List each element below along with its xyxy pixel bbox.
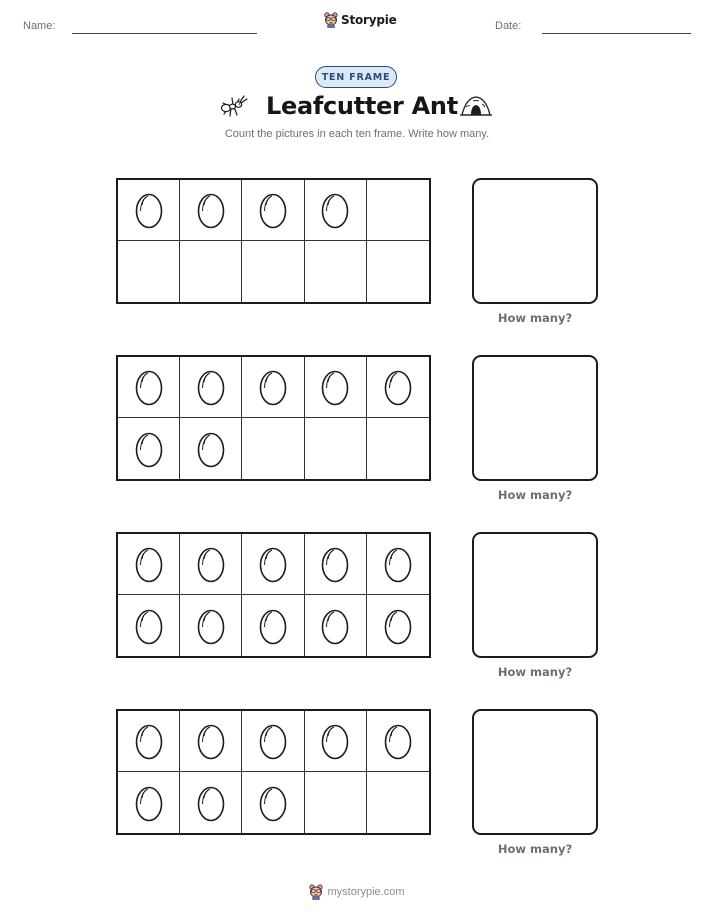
egg-icon — [258, 784, 288, 822]
egg-icon — [134, 607, 164, 645]
ten-frame-cell — [242, 241, 304, 302]
egg-icon — [258, 191, 288, 229]
egg-icon — [196, 191, 226, 229]
ten-frame — [116, 532, 431, 658]
ten-frame-cell — [118, 180, 180, 241]
brand-logo — [324, 12, 397, 28]
name-line — [72, 33, 257, 34]
ten-frame-cell — [180, 772, 242, 833]
ten-frame-cell — [367, 772, 429, 833]
egg-icon — [196, 784, 226, 822]
date-line — [542, 33, 691, 34]
egg-icon — [320, 722, 350, 760]
egg-icon — [383, 722, 413, 760]
page-title: Leafcutter Ant — [266, 92, 458, 120]
egg-icon — [320, 545, 350, 583]
egg-icon — [320, 607, 350, 645]
how-many-label: How many? — [497, 488, 573, 502]
ten-frame-cell — [180, 711, 242, 772]
ten-frame-cell — [242, 180, 304, 241]
egg-icon — [134, 784, 164, 822]
ten-frame-cell — [367, 711, 429, 772]
ten-frame — [116, 355, 431, 481]
egg-icon — [320, 191, 350, 229]
name-label: Name: — [23, 20, 56, 32]
egg-icon — [258, 607, 288, 645]
ten-frame-cell — [118, 534, 180, 595]
ten-frame-cell — [118, 772, 180, 833]
ten-frame-cell — [242, 772, 304, 833]
ten-frame-cell — [305, 241, 367, 302]
how-many-label: How many? — [497, 842, 573, 856]
ten-frame-cell — [367, 241, 429, 302]
ten-frame-cell — [305, 711, 367, 772]
ten-frame-cell — [118, 711, 180, 772]
egg-icon — [196, 368, 226, 406]
egg-icon — [134, 191, 164, 229]
ten-frame-cell — [242, 711, 304, 772]
egg-icon — [258, 368, 288, 406]
ten-frame-cell — [180, 241, 242, 302]
ten-frame-cell — [180, 418, 242, 479]
egg-icon — [134, 545, 164, 583]
egg-icon — [196, 607, 226, 645]
ten-frame-cell — [242, 418, 304, 479]
how-many-label: How many? — [497, 665, 573, 679]
footer-url: mystorypie.com — [327, 886, 405, 898]
footer — [0, 884, 714, 900]
egg-icon — [258, 722, 288, 760]
ten-frame-cell — [367, 180, 429, 241]
storypie-mascot-icon — [324, 12, 338, 28]
ten-frame — [116, 178, 431, 304]
ten-frame-cell — [242, 595, 304, 656]
ten-frame-cell — [118, 595, 180, 656]
ten-frame-cell — [367, 357, 429, 418]
ten-frame-cell — [305, 357, 367, 418]
ten-frame-cell — [305, 534, 367, 595]
ten-frame-cell — [180, 534, 242, 595]
ten-frame-cell — [118, 357, 180, 418]
ten-frame-problem — [0, 532, 714, 702]
ant-icon — [220, 94, 250, 120]
ant-mound-icon — [460, 95, 492, 117]
ten-frame-cell — [305, 418, 367, 479]
ten-frame-cell — [305, 595, 367, 656]
egg-icon — [196, 722, 226, 760]
ten-frame-cell — [305, 772, 367, 833]
ten-frame-problem — [0, 355, 714, 525]
egg-icon — [196, 545, 226, 583]
answer-box[interactable] — [472, 532, 598, 658]
ten-frame-cell — [180, 180, 242, 241]
answer-box[interactable] — [472, 178, 598, 304]
ten-frame-cell — [180, 595, 242, 656]
ten-frame-problem — [0, 178, 714, 348]
ten-frame-cell — [118, 241, 180, 302]
ten-frame-cell — [367, 534, 429, 595]
brand-name: Storypie — [341, 13, 397, 27]
egg-icon — [258, 545, 288, 583]
ten-frame-cell — [367, 595, 429, 656]
ten-frame-cell — [367, 418, 429, 479]
ten-frame-problem — [0, 709, 714, 879]
egg-icon — [134, 430, 164, 468]
ten-frame-cell — [242, 357, 304, 418]
date-label: Date: — [495, 20, 522, 32]
ten-frame-cell — [118, 418, 180, 479]
instructions: Count the pictures in each ten frame. Write how many. — [224, 128, 490, 140]
egg-icon — [134, 722, 164, 760]
egg-icon — [383, 368, 413, 406]
ten-frame-cell — [305, 180, 367, 241]
egg-icon — [196, 430, 226, 468]
answer-box[interactable] — [472, 709, 598, 835]
egg-icon — [383, 545, 413, 583]
egg-icon — [383, 607, 413, 645]
ten-frame-cell — [180, 357, 242, 418]
ten-frame — [116, 709, 431, 835]
egg-icon — [320, 368, 350, 406]
title-row — [0, 92, 714, 126]
ten-frame-cell — [242, 534, 304, 595]
storypie-mascot-icon — [309, 884, 323, 900]
egg-icon — [134, 368, 164, 406]
answer-box[interactable] — [472, 355, 598, 481]
ten-frame-badge: TEN FRAME — [315, 66, 397, 88]
how-many-label: How many? — [497, 311, 573, 325]
